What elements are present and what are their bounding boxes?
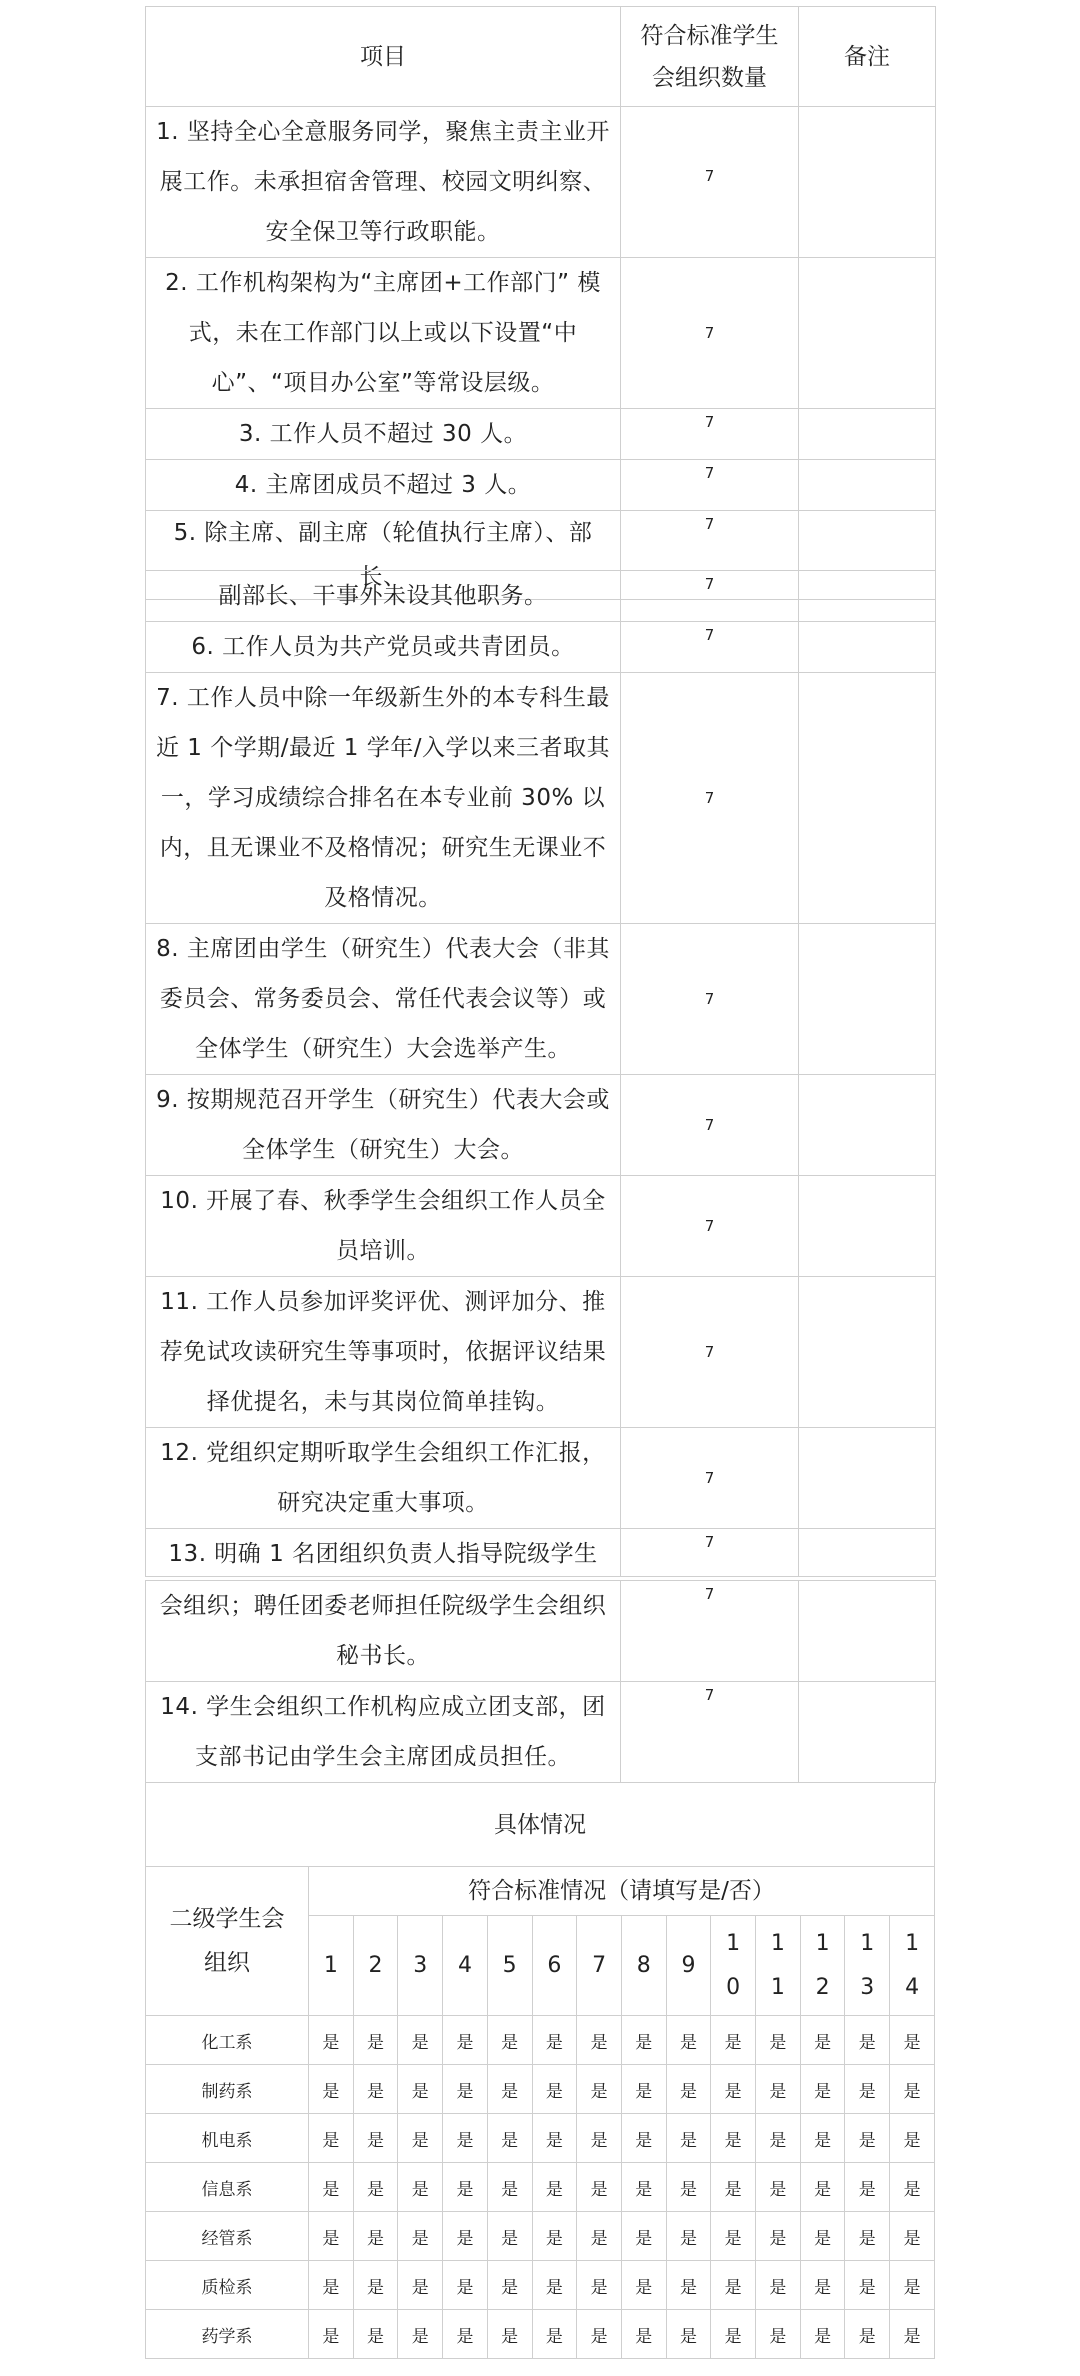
compliance-value: 是 — [756, 2114, 801, 2163]
criterion-count: 7 — [621, 1529, 799, 1577]
criterion-text: 5. 除主席、副主席（轮值执行主席）、部长、 — [146, 511, 621, 600]
table-header-row — [146, 7, 936, 107]
compliance-value: 是 — [666, 2065, 711, 2114]
compliance-value: 是 — [443, 2163, 488, 2212]
criterion-count: 7 — [621, 622, 799, 673]
criterion-note — [799, 673, 936, 924]
compliance-value: 是 — [398, 2261, 443, 2310]
table-row — [146, 1277, 936, 1428]
criterion-text: 14. 学生会组织工作机构应成立团支部，团支部书记由学生会主席团成员担任。 — [146, 1682, 621, 1783]
compliance-value: 是 — [577, 2114, 622, 2163]
criterion-note — [799, 622, 936, 673]
criterion-number: 14 — [890, 1916, 935, 2016]
compliance-value: 是 — [756, 2016, 801, 2065]
compliance-value: 是 — [621, 2261, 666, 2310]
table-row — [146, 1581, 936, 1682]
compliance-value: 是 — [621, 2163, 666, 2212]
table-row — [146, 258, 936, 409]
compliance-value: 是 — [353, 2212, 398, 2261]
compliance-value: 是 — [756, 2065, 801, 2114]
compliance-value: 是 — [666, 2261, 711, 2310]
table-row — [146, 2261, 935, 2310]
compliance-value: 是 — [353, 2261, 398, 2310]
compliance-value: 是 — [398, 2212, 443, 2261]
compliance-value: 是 — [845, 2065, 890, 2114]
compliance-value: 是 — [487, 2065, 532, 2114]
criterion-count: 7 — [621, 1176, 799, 1277]
detail-title-row — [146, 1783, 935, 1867]
compliance-value: 是 — [443, 2261, 488, 2310]
compliance-value: 是 — [398, 2065, 443, 2114]
compliance-value: 是 — [845, 2212, 890, 2261]
compliance-value: 是 — [353, 2163, 398, 2212]
department-name: 经管系 — [146, 2212, 309, 2261]
compliance-value: 是 — [890, 2212, 935, 2261]
compliance-value: 是 — [443, 2310, 488, 2359]
criterion-note — [799, 924, 936, 1075]
compliance-value: 是 — [800, 2310, 845, 2359]
compliance-value: 是 — [577, 2065, 622, 2114]
compliance-value: 是 — [353, 2065, 398, 2114]
compliance-value: 是 — [756, 2261, 801, 2310]
criterion-note — [799, 571, 936, 622]
compliance-value: 是 — [532, 2114, 577, 2163]
criterion-number: 11 — [756, 1916, 801, 2016]
criterion-note — [799, 1277, 936, 1428]
compliance-value: 是 — [666, 2016, 711, 2065]
table-row — [146, 1428, 936, 1529]
compliance-value: 是 — [711, 2016, 756, 2065]
criterion-count: 7 — [621, 673, 799, 924]
compliance-value: 是 — [845, 2163, 890, 2212]
compliance-value: 是 — [666, 2310, 711, 2359]
table-row — [146, 409, 936, 460]
table-fragment-3 — [145, 1580, 935, 2359]
criterion-text: 9. 按期规范召开学生（研究生）代表大会或全体学生（研究生）大会。 — [146, 1075, 621, 1176]
header-item: 项目 — [146, 7, 621, 107]
compliance-value: 是 — [532, 2261, 577, 2310]
criterion-number: 6 — [532, 1916, 577, 2016]
compliance-value: 是 — [845, 2310, 890, 2359]
table-row — [146, 2016, 935, 2065]
compliance-value: 是 — [890, 2163, 935, 2212]
criterion-count: 7 — [621, 924, 799, 1075]
compliance-value: 是 — [621, 2212, 666, 2261]
compliance-value: 是 — [756, 2310, 801, 2359]
criterion-number: 10 — [711, 1916, 756, 2016]
criterion-count: 7 — [621, 571, 799, 622]
criterion-note — [799, 1428, 936, 1529]
compliance-value: 是 — [443, 2016, 488, 2065]
criterion-number: 9 — [666, 1916, 711, 2016]
compliance-value: 是 — [309, 2163, 354, 2212]
criterion-note — [799, 460, 936, 511]
compliance-value: 是 — [800, 2016, 845, 2065]
compliance-value: 是 — [353, 2016, 398, 2065]
criterion-count: 7 — [621, 258, 799, 409]
compliance-value: 是 — [890, 2261, 935, 2310]
criterion-number: 4 — [443, 1916, 488, 2016]
criterion-number: 7 — [577, 1916, 622, 2016]
compliance-value: 是 — [532, 2163, 577, 2212]
table-row — [146, 2163, 935, 2212]
compliance-value: 是 — [309, 2261, 354, 2310]
criterion-count: 7 — [621, 409, 799, 460]
compliance-value: 是 — [756, 2163, 801, 2212]
criterion-count: 7 — [621, 107, 799, 258]
compliance-value: 是 — [711, 2261, 756, 2310]
compliance-value: 是 — [309, 2016, 354, 2065]
compliance-value: 是 — [577, 2310, 622, 2359]
criterion-note — [799, 258, 936, 409]
header-note: 备注 — [799, 7, 936, 107]
table-row — [146, 2065, 935, 2114]
compliance-value: 是 — [577, 2016, 622, 2065]
compliance-value: 是 — [711, 2310, 756, 2359]
org-label: 二级学生会组织 — [146, 1867, 309, 2016]
criterion-number: 1 — [309, 1916, 354, 2016]
criterion-text: 2. 工作机构架构为“主席团+工作部门” 模式，未在工作部门以上或以下设置“中心”、“项目办公室”等常设层级。 — [146, 258, 621, 409]
compliance-value: 是 — [666, 2114, 711, 2163]
table-row — [146, 107, 936, 258]
criterion-number: 5 — [487, 1916, 532, 2016]
criterion-text: 8. 主席团由学生（研究生）代表大会（非其委员会、常务委员会、常任代表会议等）或全体学生（研究生）大会选举产生。 — [146, 924, 621, 1075]
criterion-count: 7 — [621, 1581, 799, 1682]
compliance-value: 是 — [800, 2065, 845, 2114]
compliance-value: 是 — [845, 2261, 890, 2310]
table-row — [146, 622, 936, 673]
criterion-count: 7 — [621, 1277, 799, 1428]
table-row — [146, 924, 936, 1075]
department-name: 药学系 — [146, 2310, 309, 2359]
criterion-count: 7 — [621, 1075, 799, 1176]
criterion-note — [799, 107, 936, 258]
compliance-value: 是 — [309, 2212, 354, 2261]
compliance-value: 是 — [577, 2261, 622, 2310]
compliance-value: 是 — [711, 2065, 756, 2114]
compliance-value: 是 — [398, 2016, 443, 2065]
compliance-value: 是 — [890, 2065, 935, 2114]
compliance-value: 是 — [800, 2261, 845, 2310]
compliance-value: 是 — [621, 2016, 666, 2065]
department-name: 信息系 — [146, 2163, 309, 2212]
compliance-value: 是 — [666, 2163, 711, 2212]
compliance-value: 是 — [621, 2310, 666, 2359]
criterion-number: 12 — [800, 1916, 845, 2016]
compliance-value: 是 — [532, 2310, 577, 2359]
compliance-value: 是 — [845, 2016, 890, 2065]
table-row — [146, 673, 936, 924]
criterion-note — [799, 1075, 936, 1176]
table-row — [146, 1176, 936, 1277]
compliance-value: 是 — [800, 2163, 845, 2212]
detail-table — [145, 1782, 935, 2359]
criterion-text: 6. 工作人员为共产党员或共青团员。 — [146, 622, 621, 673]
header-count: 符合标准学生会组织数量 — [621, 7, 799, 107]
table-row — [146, 571, 936, 622]
department-name: 化工系 — [146, 2016, 309, 2065]
criterion-text: 13. 明确 1 名团组织负责人指导院级学生 — [146, 1529, 621, 1577]
table-fragment-2 — [145, 570, 935, 1577]
compliance-value: 是 — [890, 2310, 935, 2359]
compliance-value: 是 — [353, 2310, 398, 2359]
detail-header-row — [146, 1867, 935, 1916]
compliance-value: 是 — [621, 2065, 666, 2114]
criterion-count: 7 — [621, 1428, 799, 1529]
criterion-text: 7. 工作人员中除一年级新生外的本专科生最近 1 个学期/最近 1 学年/入学以来三者取其一，学习成绩综合排名在本专业前 30% 以内，且无课业不及格情况；研究生无课业不及格情况。 — [146, 673, 621, 924]
criterion-count: 7 — [621, 1682, 799, 1783]
criterion-text: 3. 工作人员不超过 30 人。 — [146, 409, 621, 460]
criterion-number: 13 — [845, 1916, 890, 2016]
criterion-number: 2 — [353, 1916, 398, 2016]
compliance-value: 是 — [398, 2310, 443, 2359]
compliance-value: 是 — [353, 2114, 398, 2163]
compliance-value: 是 — [487, 2163, 532, 2212]
table-row — [146, 2310, 935, 2359]
criterion-note — [799, 1581, 936, 1682]
compliance-value: 是 — [532, 2212, 577, 2261]
compliance-value: 是 — [487, 2016, 532, 2065]
compliance-value: 是 — [800, 2114, 845, 2163]
compliance-value: 是 — [711, 2212, 756, 2261]
compliance-value: 是 — [577, 2212, 622, 2261]
table-fragment-1 — [145, 6, 935, 600]
department-name: 制药系 — [146, 2065, 309, 2114]
compliance-value: 是 — [398, 2114, 443, 2163]
criterion-count: 7 — [621, 511, 799, 600]
standard-label: 符合标准情况（请填写是/否） — [309, 1867, 935, 1916]
compliance-value: 是 — [532, 2065, 577, 2114]
table-row — [146, 2114, 935, 2163]
department-name: 质检系 — [146, 2261, 309, 2310]
compliance-value: 是 — [309, 2065, 354, 2114]
compliance-value: 是 — [577, 2163, 622, 2212]
compliance-value: 是 — [800, 2212, 845, 2261]
criterion-text: 1. 坚持全心全意服务同学，聚焦主责主业开展工作。未承担宿舍管理、校园文明纠察、安全保卫等行政职能。 — [146, 107, 621, 258]
table-row — [146, 2212, 935, 2261]
criterion-note — [799, 409, 936, 460]
compliance-value: 是 — [487, 2114, 532, 2163]
compliance-value: 是 — [890, 2016, 935, 2065]
detail-title: 具体情况 — [146, 1783, 935, 1867]
compliance-value: 是 — [487, 2212, 532, 2261]
criterion-count: 7 — [621, 460, 799, 511]
criterion-text: 11. 工作人员参加评奖评优、测评加分、推荐免试攻读研究生等事项时，依据评议结果择优提名，未与其岗位简单挂钩。 — [146, 1277, 621, 1428]
compliance-value: 是 — [487, 2261, 532, 2310]
compliance-value: 是 — [532, 2016, 577, 2065]
compliance-value: 是 — [487, 2310, 532, 2359]
compliance-value: 是 — [309, 2310, 354, 2359]
compliance-value: 是 — [443, 2065, 488, 2114]
compliance-value: 是 — [845, 2114, 890, 2163]
table-row — [146, 460, 936, 511]
criterion-text: 10. 开展了春、秋季学生会组织工作人员全员培训。 — [146, 1176, 621, 1277]
criterion-note — [799, 1176, 936, 1277]
table-row — [146, 1682, 936, 1783]
criterion-text: 副部长、干事外未设其他职务。 — [146, 571, 621, 622]
criterion-text: 12. 党组织定期听取学生会组织工作汇报，研究决定重大事项。 — [146, 1428, 621, 1529]
criterion-text: 4. 主席团成员不超过 3 人。 — [146, 460, 621, 511]
criterion-note — [799, 1682, 936, 1783]
criterion-number: 8 — [621, 1916, 666, 2016]
compliance-value: 是 — [443, 2114, 488, 2163]
table-row — [146, 1075, 936, 1176]
compliance-value: 是 — [890, 2114, 935, 2163]
compliance-value: 是 — [621, 2114, 666, 2163]
compliance-value: 是 — [443, 2212, 488, 2261]
compliance-value: 是 — [666, 2212, 711, 2261]
criterion-text: 会组织；聘任团委老师担任院级学生会组织秘书长。 — [146, 1581, 621, 1682]
criterion-number: 3 — [398, 1916, 443, 2016]
compliance-value: 是 — [398, 2163, 443, 2212]
criterion-note — [799, 1529, 936, 1577]
compliance-value: 是 — [711, 2163, 756, 2212]
department-name: 机电系 — [146, 2114, 309, 2163]
compliance-value: 是 — [756, 2212, 801, 2261]
compliance-value: 是 — [309, 2114, 354, 2163]
compliance-value: 是 — [711, 2114, 756, 2163]
table-row — [146, 1529, 936, 1577]
